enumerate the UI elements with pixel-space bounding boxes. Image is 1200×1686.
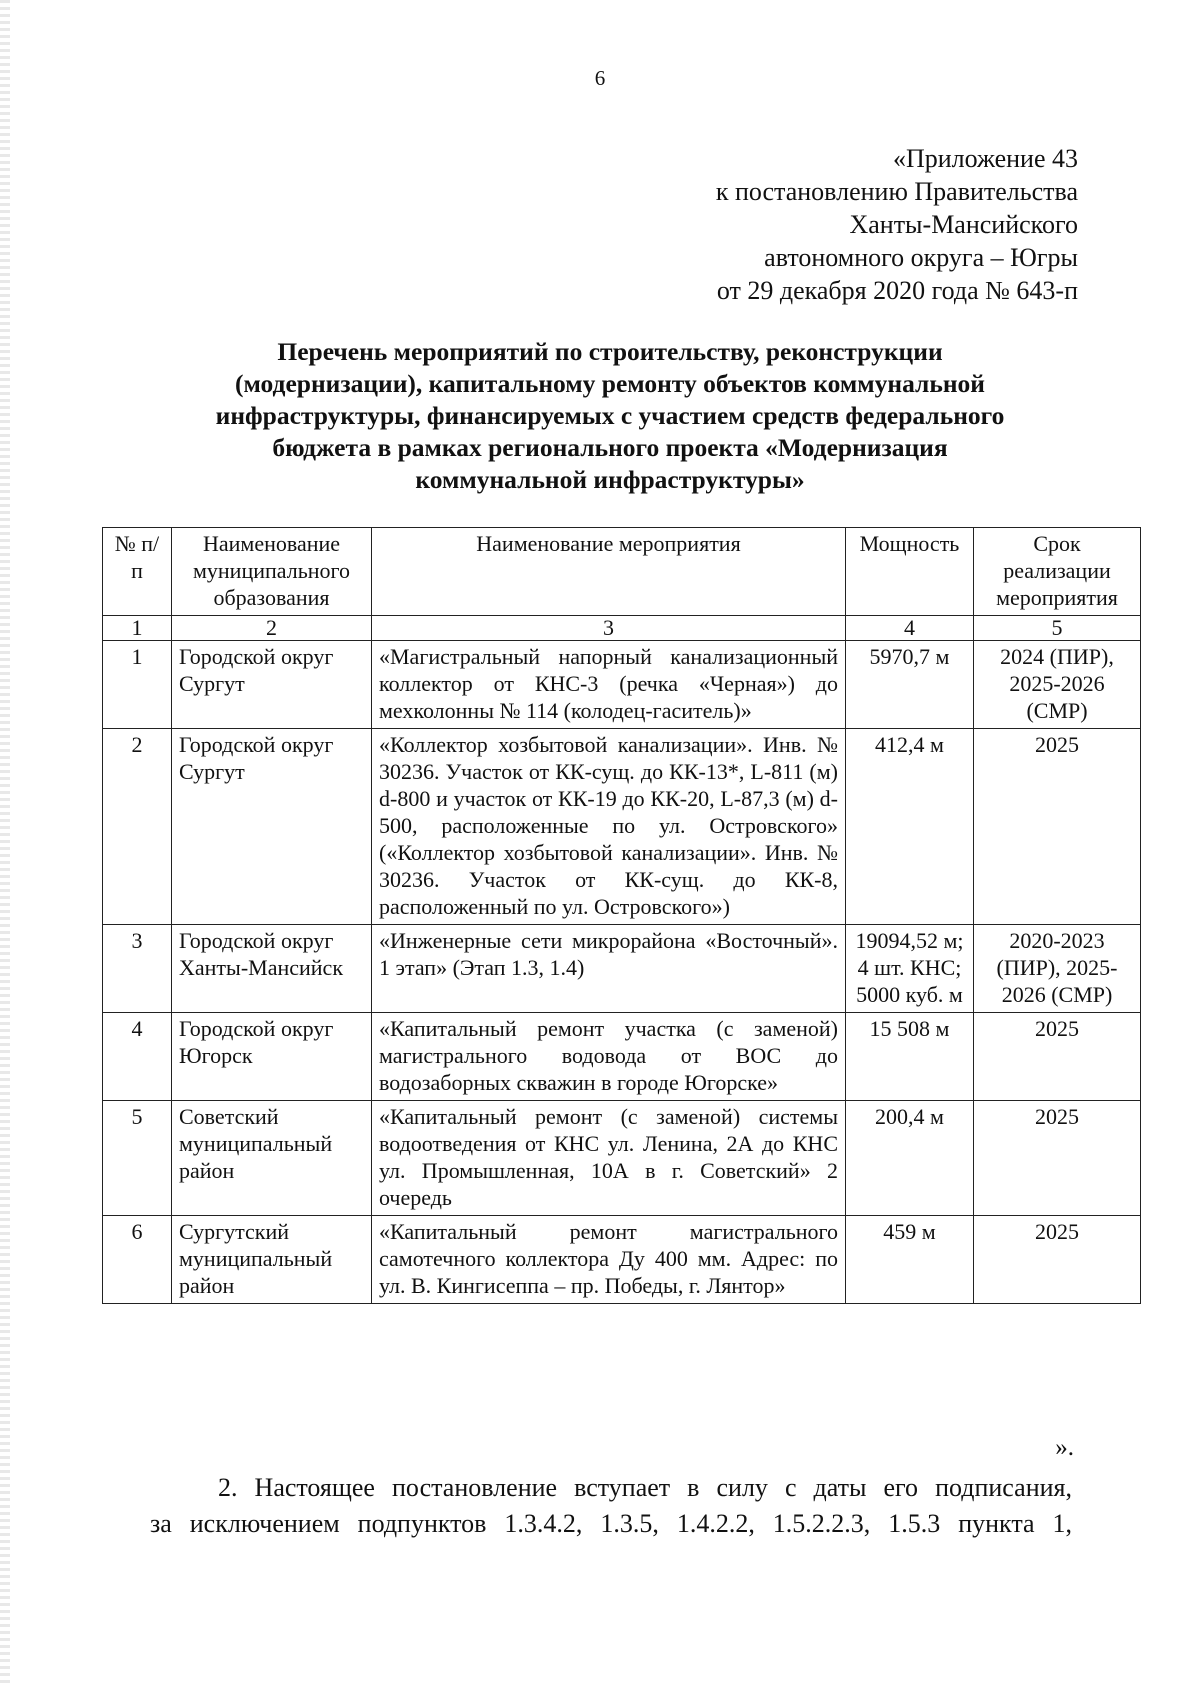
row-power: 19094,52 м; 4 шт. КНС; 5000 куб. м xyxy=(846,925,974,1013)
row-municipality: Городской округ Сургут xyxy=(172,729,372,925)
scan-edge xyxy=(0,0,10,1686)
row-term: 2025 xyxy=(974,1013,1141,1101)
appendix-header xyxy=(716,142,1078,307)
measures-table xyxy=(102,527,1141,1304)
column-number-row xyxy=(103,616,1141,641)
row-term: 2025 xyxy=(974,1101,1141,1216)
row-number: 4 xyxy=(103,1013,172,1101)
appendix-line: «Приложение 43 xyxy=(892,144,1078,173)
page-number: 6 xyxy=(594,66,606,90)
row-event: «Капитальный ремонт (с заменой) системы водоотведения от КНС ул. Ленина, 2А до КНС ул. Промышленная, 10А в г. Советский» 2 очередь xyxy=(372,1101,846,1216)
table-row xyxy=(103,1013,1141,1101)
body-line: 2. Настоящее постановление вступает в силу с даты его подписания, xyxy=(218,1473,1072,1502)
table-row xyxy=(103,1216,1141,1304)
appendix-line: Ханты-Мансийского xyxy=(849,210,1078,239)
row-event: «Капитальный ремонт участка (с заменой) магистрального водовода от ВОС до водозаборных скважин в городе Югорске» xyxy=(372,1013,846,1101)
row-number: 1 xyxy=(103,641,172,729)
table-row xyxy=(103,729,1141,925)
row-term: 2024 (ПИР), 2025-2026 (СМР) xyxy=(974,641,1141,729)
row-municipality: Городской округ Югорск xyxy=(172,1013,372,1101)
row-municipality: Городской округ Сургут xyxy=(172,641,372,729)
row-power: 412,4 м xyxy=(846,729,974,925)
appendix-line: от 29 декабря 2020 года № 643-п xyxy=(716,276,1078,305)
row-municipality: Советский муниципальный район xyxy=(172,1101,372,1216)
row-event: «Магистральный напорный канализационный коллектор от КНС-3 (речка «Черная») до мехколонны № 114 (колодец-гаситель)» xyxy=(372,641,846,729)
column-number: 1 xyxy=(103,616,172,641)
title-line: Перечень мероприятий по строительству, реконструкции xyxy=(277,337,943,366)
title-line: бюджета в рамках регионального проекта «Модернизация xyxy=(272,433,948,462)
appendix-line: автономного округа – Югры xyxy=(764,243,1078,272)
column-number: 2 xyxy=(172,616,372,641)
row-power: 459 м xyxy=(846,1216,974,1304)
row-number: 2 xyxy=(103,729,172,925)
title-line: инфраструктуры, финансируемых с участием средств федерального xyxy=(215,401,1005,430)
table-row xyxy=(103,641,1141,729)
row-municipality: Сургутский муниципальный район xyxy=(172,1216,372,1304)
appendix-line: к постановлению Правительства xyxy=(715,177,1078,206)
row-number: 5 xyxy=(103,1101,172,1216)
row-municipality: Городской округ Ханты-Мансийск xyxy=(172,925,372,1013)
header-term: Срок реализации мероприятия xyxy=(974,528,1141,616)
header-power: Мощность xyxy=(846,528,974,616)
document-title xyxy=(150,336,1070,496)
row-event: «Капитальный ремонт магистрального самотечного коллектора Ду 400 мм. Адрес: по ул. В. Кингисеппа – пр. Победы, г. Лянтор» xyxy=(372,1216,846,1304)
header-event: Наименование мероприятия xyxy=(372,528,846,616)
table-row xyxy=(103,925,1141,1013)
column-number: 4 xyxy=(846,616,974,641)
body-paragraph xyxy=(150,1470,1072,1542)
closing-quote: ». xyxy=(1055,1434,1074,1461)
title-line: коммунальной инфраструктуры» xyxy=(415,465,805,494)
table-row xyxy=(103,1101,1141,1216)
row-event: «Коллектор хозбытовой канализации». Инв. № 30236. Участок от КК-сущ. до КК-13*, L-811 (м) d-800 и участок от КК-19 до КК-20, L-87,3 (м) d-500, расположенные по ул. Островского» («Коллектор хозбытовой канализации». Инв. № 30236. Участок от КК-сущ. до КК-8, расположенный по ул. Островского») xyxy=(372,729,846,925)
row-power: 200,4 м xyxy=(846,1101,974,1216)
row-number: 6 xyxy=(103,1216,172,1304)
table-header-row xyxy=(103,528,1141,616)
row-power: 5970,7 м xyxy=(846,641,974,729)
row-event: «Инженерные сети микрорайона «Восточный». 1 этап» (Этап 1.3, 1.4) xyxy=(372,925,846,1013)
column-number: 5 xyxy=(974,616,1141,641)
row-power: 15 508 м xyxy=(846,1013,974,1101)
header-municipality: Наименование муниципального образования xyxy=(172,528,372,616)
header-number: № п/п xyxy=(103,528,172,616)
body-line: за исключением подпунктов 1.3.4.2, 1.3.5, 1.4.2.2, 1.5.2.2.3, 1.5.3 пункта 1, xyxy=(150,1509,1072,1538)
row-term: 2020-2023 (ПИР), 2025-2026 (СМР) xyxy=(974,925,1141,1013)
row-term: 2025 xyxy=(974,729,1141,925)
column-number: 3 xyxy=(372,616,846,641)
row-number: 3 xyxy=(103,925,172,1013)
title-line: (модернизации), капитальному ремонту объектов коммунальной xyxy=(235,369,985,398)
row-term: 2025 xyxy=(974,1216,1141,1304)
